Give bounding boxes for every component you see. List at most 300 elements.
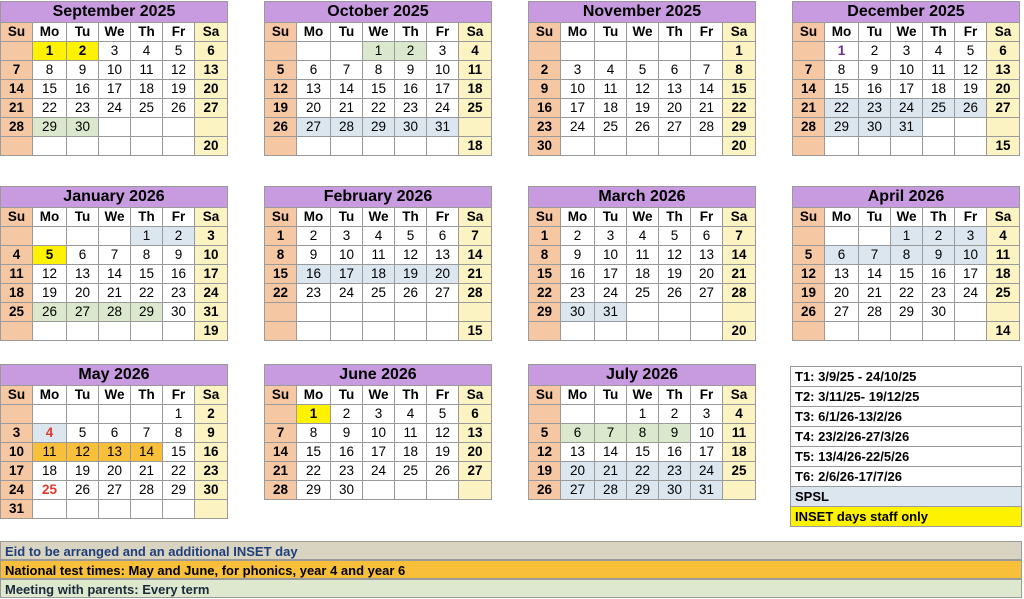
weekday-header: Tu — [859, 208, 891, 227]
day-cell: 21 — [459, 265, 492, 284]
day-cell: 22 — [297, 462, 331, 481]
day-cell: 22 — [529, 284, 561, 303]
day-cell: 12 — [659, 246, 691, 265]
day-cell: 13 — [459, 424, 492, 443]
weekday-header: We — [99, 208, 131, 227]
weekday-header: Th — [395, 386, 427, 405]
day-cell: 29 — [131, 303, 163, 322]
weekday-header: Fr — [163, 386, 195, 405]
day-cell: 2 — [561, 227, 595, 246]
empty-cell — [33, 500, 67, 519]
empty-cell — [561, 42, 595, 61]
empty-cell — [67, 405, 99, 424]
day-cell: 15 — [627, 443, 659, 462]
empty-cell — [99, 227, 131, 246]
empty-cell — [427, 481, 459, 500]
day-cell: 4 — [723, 405, 756, 424]
day-cell: 17 — [427, 80, 459, 99]
day-cell: 27 — [561, 481, 595, 500]
note-parent-meetings: Meeting with parents: Every term — [0, 579, 1022, 598]
day-cell: 14 — [459, 246, 492, 265]
empty-cell — [459, 118, 492, 137]
day-cell: 21 — [859, 284, 891, 303]
day-cell: 15 — [363, 80, 395, 99]
empty-cell — [595, 405, 627, 424]
empty-cell — [595, 42, 627, 61]
day-cell: 1 — [363, 42, 395, 61]
day-cell: 6 — [427, 227, 459, 246]
month-calendar — [0, 1, 228, 156]
day-cell: 11 — [595, 80, 627, 99]
day-cell: 12 — [67, 443, 99, 462]
empty-cell — [33, 405, 67, 424]
month-calendar — [528, 186, 756, 341]
day-cell: 1 — [265, 227, 297, 246]
empty-cell — [265, 322, 297, 341]
day-cell: 5 — [427, 405, 459, 424]
day-cell: 10 — [1, 443, 33, 462]
day-cell: 4 — [395, 405, 427, 424]
saturday-count-cell: 20 — [723, 322, 756, 341]
day-cell: 12 — [793, 265, 825, 284]
empty-cell — [793, 227, 825, 246]
month-title: May 2026 — [1, 365, 228, 386]
empty-cell — [627, 42, 659, 61]
empty-cell — [195, 500, 228, 519]
empty-cell — [723, 303, 756, 322]
day-cell: 8 — [297, 424, 331, 443]
day-cell: 23 — [331, 462, 363, 481]
day-cell: 11 — [627, 246, 659, 265]
day-cell: 25 — [923, 99, 955, 118]
day-cell: 29 — [891, 303, 923, 322]
day-cell: 14 — [265, 443, 297, 462]
empty-cell — [265, 405, 297, 424]
day-cell: 4 — [33, 424, 67, 443]
day-cell: 13 — [99, 443, 131, 462]
day-cell: 23 — [561, 284, 595, 303]
month-calendar — [264, 364, 492, 500]
weekday-header: We — [99, 23, 131, 42]
weekday-header: Tu — [595, 23, 627, 42]
day-cell: 25 — [595, 118, 627, 137]
day-cell: 11 — [33, 443, 67, 462]
day-cell: 30 — [195, 481, 228, 500]
day-cell: 3 — [363, 405, 395, 424]
empty-cell — [265, 303, 297, 322]
day-cell: 2 — [297, 227, 331, 246]
weekday-header: Tu — [595, 386, 627, 405]
day-cell: 6 — [691, 227, 723, 246]
day-cell: 30 — [529, 137, 561, 156]
weekday-header: Fr — [955, 208, 987, 227]
day-cell: 27 — [659, 118, 691, 137]
weekday-header: Th — [659, 23, 691, 42]
day-cell: 26 — [955, 99, 987, 118]
empty-cell — [33, 227, 67, 246]
day-cell: 3 — [1, 424, 33, 443]
empty-cell — [987, 118, 1020, 137]
day-cell: 21 — [691, 99, 723, 118]
day-cell: 30 — [923, 303, 955, 322]
day-cell: 6 — [99, 424, 131, 443]
day-cell: 7 — [1, 61, 33, 80]
day-cell: 2 — [331, 405, 363, 424]
empty-cell — [163, 118, 195, 137]
day-cell: 24 — [331, 284, 363, 303]
empty-cell — [723, 481, 756, 500]
empty-cell — [561, 405, 595, 424]
empty-cell — [99, 500, 131, 519]
day-cell: 14 — [691, 80, 723, 99]
day-cell: 3 — [561, 61, 595, 80]
day-cell: 21 — [265, 462, 297, 481]
day-cell: 14 — [99, 265, 131, 284]
day-cell: 19 — [395, 265, 427, 284]
empty-cell — [331, 322, 363, 341]
term-legend — [790, 366, 1022, 527]
weekday-header: Mo — [825, 23, 859, 42]
day-cell: 4 — [459, 42, 492, 61]
day-cell: 31 — [427, 118, 459, 137]
empty-cell — [163, 137, 195, 156]
day-cell: 14 — [331, 80, 363, 99]
day-cell: 25 — [33, 481, 67, 500]
weekday-header: Mo — [561, 23, 595, 42]
day-cell: 10 — [363, 424, 395, 443]
empty-cell — [955, 303, 987, 322]
empty-cell — [67, 500, 99, 519]
day-cell: 14 — [131, 443, 163, 462]
day-cell: 13 — [691, 246, 723, 265]
day-cell: 10 — [427, 61, 459, 80]
month-calendar — [792, 1, 1020, 156]
weekday-header: Sa — [195, 208, 228, 227]
empty-cell — [131, 118, 163, 137]
day-cell: 27 — [297, 118, 331, 137]
weekday-header: Th — [659, 208, 691, 227]
day-cell: 27 — [99, 481, 131, 500]
weekday-header: Sa — [723, 208, 756, 227]
day-cell: 24 — [595, 284, 627, 303]
day-cell: 17 — [331, 265, 363, 284]
weekday-header: We — [627, 208, 659, 227]
empty-cell — [67, 137, 99, 156]
day-cell: 16 — [395, 80, 427, 99]
day-cell: 7 — [99, 246, 131, 265]
empty-cell — [659, 322, 691, 341]
note-eid: Eid to be arranged and an additional INSET day — [0, 541, 1022, 560]
day-cell: 26 — [163, 99, 195, 118]
day-cell: 13 — [987, 61, 1020, 80]
empty-cell — [595, 322, 627, 341]
empty-cell — [395, 481, 427, 500]
weekday-header: Fr — [427, 208, 459, 227]
day-cell: 19 — [659, 265, 691, 284]
empty-cell — [1, 137, 33, 156]
saturday-count-cell: 18 — [459, 137, 492, 156]
day-cell: 6 — [561, 424, 595, 443]
day-cell: 23 — [195, 462, 228, 481]
day-cell: 9 — [529, 80, 561, 99]
day-cell: 10 — [891, 61, 923, 80]
day-cell: 4 — [363, 227, 395, 246]
day-cell: 24 — [691, 462, 723, 481]
day-cell: 25 — [987, 284, 1020, 303]
empty-cell — [395, 137, 427, 156]
day-cell: 7 — [691, 61, 723, 80]
day-cell: 6 — [67, 246, 99, 265]
day-cell: 18 — [723, 443, 756, 462]
day-cell: 10 — [331, 246, 363, 265]
day-cell: 7 — [459, 227, 492, 246]
day-cell: 11 — [723, 424, 756, 443]
weekday-header: Th — [131, 208, 163, 227]
day-cell: 28 — [331, 118, 363, 137]
empty-cell — [923, 137, 955, 156]
legend-t6: T6: 2/6/26-17/7/26 — [791, 467, 1022, 487]
month-title: March 2026 — [529, 187, 756, 208]
empty-cell — [561, 137, 595, 156]
day-cell: 5 — [67, 424, 99, 443]
weekday-header: We — [627, 23, 659, 42]
day-cell: 20 — [825, 284, 859, 303]
weekday-header: Su — [265, 23, 297, 42]
day-cell: 18 — [459, 80, 492, 99]
day-cell: 3 — [595, 227, 627, 246]
day-cell: 16 — [195, 443, 228, 462]
day-cell: 8 — [627, 424, 659, 443]
day-cell: 25 — [627, 284, 659, 303]
saturday-count-cell: 20 — [195, 137, 228, 156]
day-cell: 5 — [395, 227, 427, 246]
day-cell: 25 — [131, 99, 163, 118]
empty-cell — [297, 322, 331, 341]
weekday-header: Mo — [33, 386, 67, 405]
empty-cell — [131, 500, 163, 519]
day-cell: 19 — [427, 443, 459, 462]
day-cell: 18 — [363, 265, 395, 284]
day-cell: 11 — [459, 61, 492, 80]
weekday-header: Tu — [859, 23, 891, 42]
day-cell: 6 — [659, 61, 691, 80]
month-title: September 2025 — [1, 2, 228, 23]
empty-cell — [331, 303, 363, 322]
empty-cell — [131, 322, 163, 341]
day-cell: 3 — [331, 227, 363, 246]
day-cell: 16 — [529, 99, 561, 118]
day-cell: 4 — [923, 42, 955, 61]
day-cell: 5 — [955, 42, 987, 61]
empty-cell — [627, 137, 659, 156]
empty-cell — [659, 303, 691, 322]
weekday-header: Tu — [331, 386, 363, 405]
day-cell: 14 — [723, 246, 756, 265]
weekday-header: Su — [1, 386, 33, 405]
day-cell: 31 — [595, 303, 627, 322]
empty-cell — [99, 405, 131, 424]
empty-cell — [891, 322, 923, 341]
day-cell: 16 — [859, 80, 891, 99]
day-cell: 7 — [723, 227, 756, 246]
day-cell: 24 — [195, 284, 228, 303]
weekday-header: Sa — [195, 23, 228, 42]
day-cell: 29 — [33, 118, 67, 137]
day-cell: 13 — [427, 246, 459, 265]
day-cell: 9 — [659, 424, 691, 443]
day-cell: 7 — [265, 424, 297, 443]
day-cell: 6 — [297, 61, 331, 80]
weekday-header: Mo — [825, 208, 859, 227]
day-cell: 28 — [723, 284, 756, 303]
day-cell: 26 — [427, 462, 459, 481]
day-cell: 16 — [561, 265, 595, 284]
day-cell: 3 — [891, 42, 923, 61]
day-cell: 13 — [297, 80, 331, 99]
weekday-header: We — [99, 386, 131, 405]
month-calendar — [0, 186, 228, 341]
day-cell: 28 — [691, 118, 723, 137]
day-cell: 17 — [691, 443, 723, 462]
day-cell: 9 — [859, 61, 891, 80]
day-cell: 20 — [99, 462, 131, 481]
weekday-header: Th — [395, 23, 427, 42]
weekday-header: Th — [395, 208, 427, 227]
day-cell: 25 — [723, 462, 756, 481]
empty-cell — [793, 322, 825, 341]
empty-cell — [627, 303, 659, 322]
weekday-header: Mo — [33, 208, 67, 227]
day-cell: 11 — [363, 246, 395, 265]
day-cell: 14 — [793, 80, 825, 99]
day-cell: 30 — [659, 481, 691, 500]
note-national-tests: National test times: May and June, for phonics, year 4 and year 6 — [0, 560, 1022, 579]
legend-t3: T3: 6/1/26-13/2/26 — [791, 407, 1022, 427]
empty-cell — [265, 42, 297, 61]
legend-t1: T1: 3/9/25 - 24/10/25 — [791, 367, 1022, 387]
weekday-header: Su — [529, 208, 561, 227]
empty-cell — [265, 137, 297, 156]
day-cell: 6 — [195, 42, 228, 61]
weekday-header: Mo — [297, 208, 331, 227]
month-title: October 2025 — [265, 2, 492, 23]
day-cell: 26 — [627, 118, 659, 137]
empty-cell — [99, 322, 131, 341]
day-cell: 9 — [331, 424, 363, 443]
empty-cell — [955, 322, 987, 341]
day-cell: 3 — [99, 42, 131, 61]
day-cell: 20 — [659, 99, 691, 118]
legend-t2: T2: 3/11/25- 19/12/25 — [791, 387, 1022, 407]
day-cell: 1 — [297, 405, 331, 424]
empty-cell — [691, 303, 723, 322]
day-cell: 7 — [595, 424, 627, 443]
weekday-header: Fr — [691, 23, 723, 42]
month-calendar — [264, 186, 492, 341]
day-cell: 4 — [595, 61, 627, 80]
weekday-header: Su — [265, 208, 297, 227]
day-cell: 5 — [163, 42, 195, 61]
day-cell: 3 — [691, 405, 723, 424]
month-calendar — [528, 1, 756, 156]
empty-cell — [793, 137, 825, 156]
empty-cell — [987, 303, 1020, 322]
legend-t4: T4: 23/2/26-27/3/26 — [791, 427, 1022, 447]
weekday-header: Fr — [691, 208, 723, 227]
day-cell: 2 — [195, 405, 228, 424]
day-cell: 12 — [163, 61, 195, 80]
day-cell: 24 — [561, 118, 595, 137]
day-cell: 15 — [131, 265, 163, 284]
day-cell: 29 — [825, 118, 859, 137]
day-cell: 27 — [691, 284, 723, 303]
day-cell: 2 — [923, 227, 955, 246]
weekday-header: Sa — [459, 386, 492, 405]
day-cell: 3 — [427, 42, 459, 61]
day-cell: 2 — [395, 42, 427, 61]
empty-cell — [363, 322, 395, 341]
empty-cell — [659, 137, 691, 156]
day-cell: 21 — [793, 99, 825, 118]
day-cell: 15 — [825, 80, 859, 99]
empty-cell — [825, 227, 859, 246]
day-cell: 22 — [163, 462, 195, 481]
weekday-header: Fr — [427, 386, 459, 405]
weekday-header: Tu — [67, 23, 99, 42]
day-cell: 31 — [195, 303, 228, 322]
weekday-header: Mo — [33, 23, 67, 42]
day-cell: 23 — [923, 284, 955, 303]
day-cell: 1 — [163, 405, 195, 424]
day-cell: 23 — [395, 99, 427, 118]
day-cell: 30 — [859, 118, 891, 137]
day-cell: 19 — [265, 99, 297, 118]
empty-cell — [659, 42, 691, 61]
empty-cell — [99, 118, 131, 137]
day-cell: 8 — [33, 61, 67, 80]
empty-cell — [955, 118, 987, 137]
empty-cell — [595, 137, 627, 156]
empty-cell — [825, 137, 859, 156]
empty-cell — [1, 42, 33, 61]
day-cell: 29 — [297, 481, 331, 500]
day-cell: 11 — [987, 246, 1020, 265]
weekday-header: Sa — [987, 208, 1020, 227]
weekday-header: Th — [659, 386, 691, 405]
day-cell: 20 — [459, 443, 492, 462]
day-cell: 1 — [723, 42, 756, 61]
empty-cell — [363, 481, 395, 500]
day-cell: 8 — [825, 61, 859, 80]
day-cell: 26 — [659, 284, 691, 303]
empty-cell — [395, 322, 427, 341]
day-cell: 25 — [1, 303, 33, 322]
day-cell: 12 — [529, 443, 561, 462]
day-cell: 11 — [923, 61, 955, 80]
empty-cell — [395, 303, 427, 322]
day-cell: 28 — [595, 481, 627, 500]
empty-cell — [691, 322, 723, 341]
day-cell: 26 — [265, 118, 297, 137]
day-cell: 26 — [33, 303, 67, 322]
weekday-header: Fr — [163, 208, 195, 227]
weekday-header: Tu — [67, 208, 99, 227]
day-cell: 12 — [395, 246, 427, 265]
day-cell: 17 — [195, 265, 228, 284]
day-cell: 27 — [195, 99, 228, 118]
weekday-header: We — [363, 208, 395, 227]
day-cell: 13 — [659, 80, 691, 99]
